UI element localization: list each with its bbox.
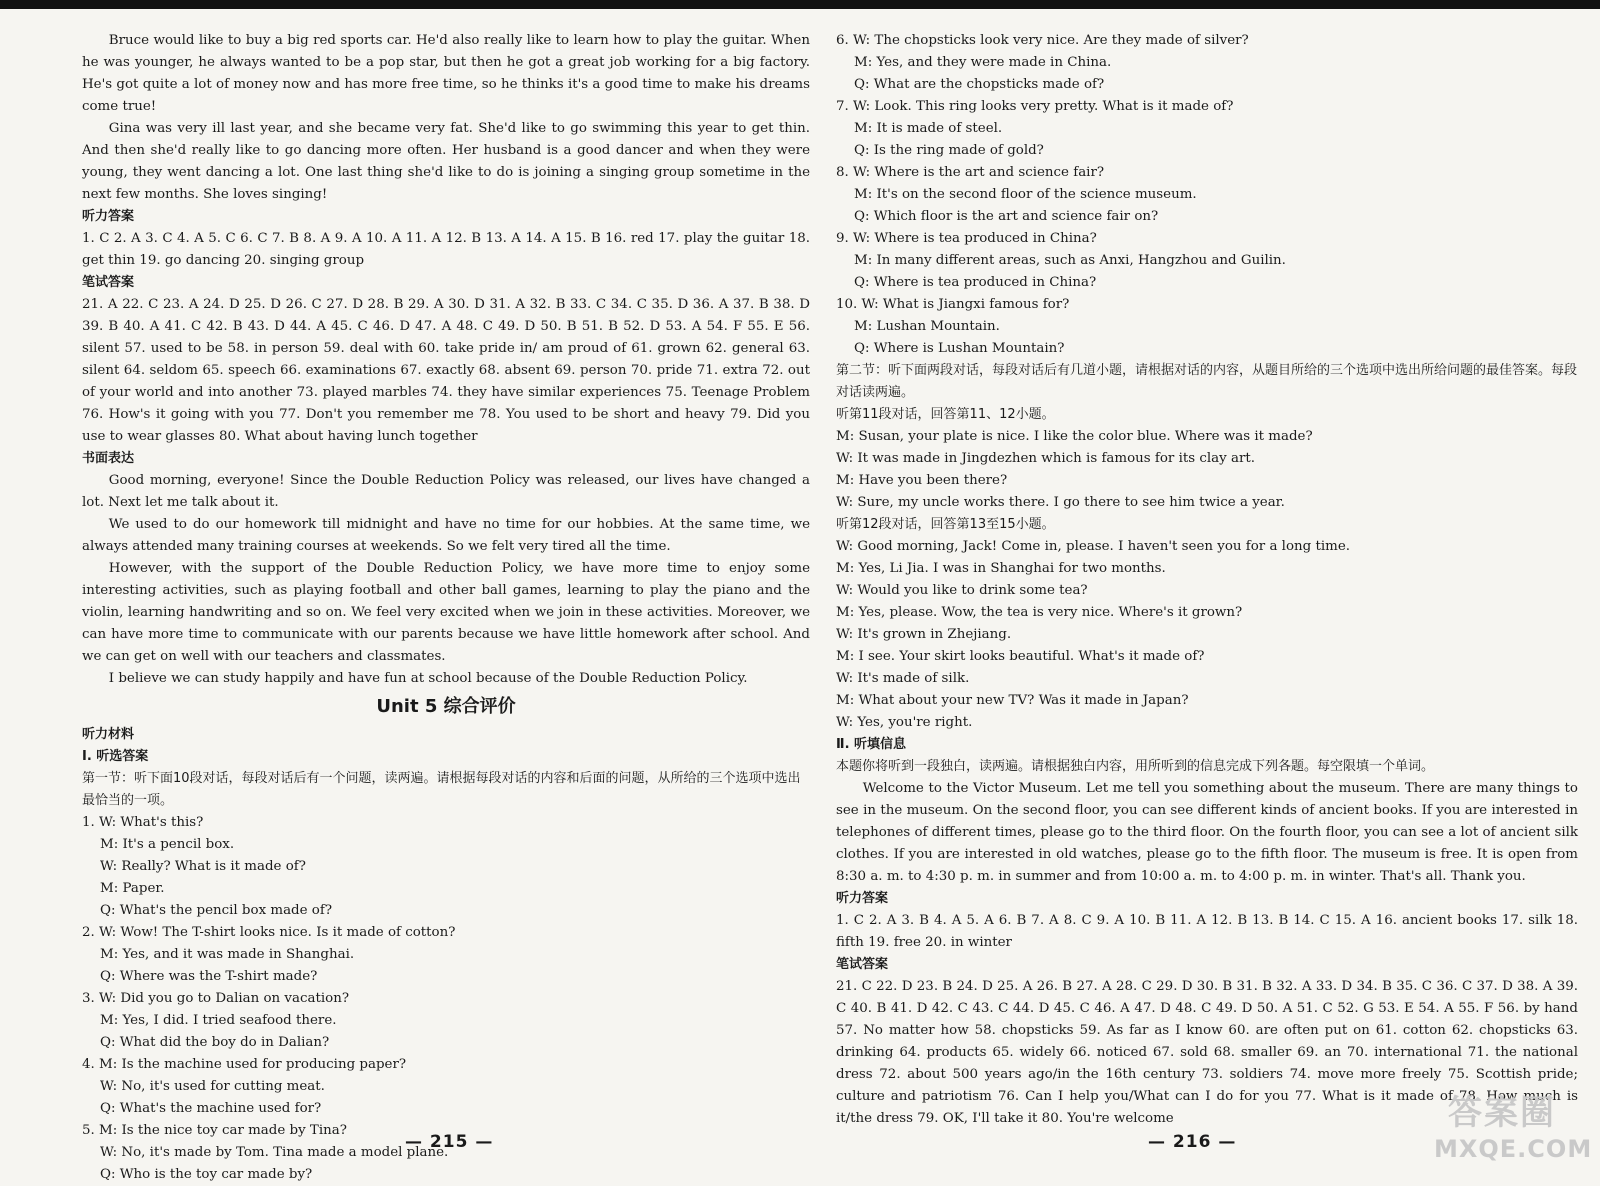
dialog-question: Q: Who is the toy car made by? (100, 1167, 313, 1182)
section1-heading: Ⅰ. 听选答案 (82, 749, 149, 764)
essay-paragraph: Good morning, everyone! Since the Double Reduction Policy was released, our lives have changed a lot. Next let me talk about it. (82, 473, 810, 510)
dialog-12 (836, 536, 1578, 734)
dialog-question: Q: Which floor is the art and science fair on? (854, 209, 1159, 224)
dialog-line: M: Yes, Li Jia. I was in Shanghai for two months. (836, 561, 1166, 576)
dialog-line: M: What about your new TV? Was it made in Japan? (836, 693, 1189, 708)
dialog-line: M: It is made of steel. (854, 121, 1003, 136)
listening-answers: 1. C 2. A 3. B 4. A 5. A 6. B 7. A 8. C 9. A 10. B 11. A 12. B 13. B 14. C 15. A 16. ancient books 17. silk 18. fifth 19. free 20. in winter (836, 913, 1578, 950)
dialog-line: M: Paper. (100, 881, 165, 896)
essay-paragraph: I believe we can study happily and have fun at school because of the Double Reduction Policy. (108, 671, 748, 686)
dialog-line: 2. W: Wow! The T-shirt looks nice. Is it made of cotton? (82, 925, 456, 940)
site-watermark (1420, 1085, 1593, 1175)
dialog-line: W: Yes, you're right. (836, 715, 973, 730)
watermark-logo-text: 答案圈 (1448, 1093, 1556, 1133)
listening-answers-heading: 听力答案 (82, 209, 135, 224)
dialog-6 (836, 30, 1578, 96)
dialog-12-heading: 听第12段对话，回答第13至15小题。 (836, 517, 1055, 532)
dialog-line: 3. W: Did you go to Dalian on vacation? (82, 991, 349, 1006)
dialog-line: W: It's grown in Zhejiang. (836, 627, 1012, 642)
dialog-question: Q: Where is tea produced in China? (854, 275, 1097, 290)
dialog-line: M: Susan, your plate is nice. I like the color blue. Where was it made? (836, 429, 1313, 444)
dialog-line: W: Really? What is it made of? (100, 859, 306, 874)
listening-answers-heading: 听力答案 (836, 891, 889, 906)
watermark-url: MXQE.COM (1434, 1135, 1593, 1163)
dialog-line: 6. W: The chopsticks look very nice. Are they made of silver? (836, 33, 1249, 48)
dialog-line: M: In many different areas, such as Anxi, Hangzhou and Guilin. (854, 253, 1286, 268)
dialog-4 (82, 1054, 810, 1120)
dialog-line: 5. M: Is the nice toy car made by Tina? (82, 1123, 347, 1138)
unit-title: Unit 5 综合评价 (376, 696, 516, 717)
dialog-10 (836, 294, 1578, 360)
dialog-line: M: I see. Your skirt looks beautiful. What's it made of? (836, 649, 1205, 664)
dialog-line: W: Would you like to drink some tea? (836, 583, 1088, 598)
dialog-5 (82, 1120, 810, 1186)
dialog-line: 8. W: Where is the art and science fair? (836, 165, 1105, 180)
section2-instructions: 第二节：听下面两段对话，每段对话后有几道小题，请根据对话的内容，从题目所给的三个选项中选出所给问题的最佳答案。每段对话读两遍。 (836, 363, 1578, 400)
dialog-line: W: Sure, my uncle works there. I go there to see him twice a year. (836, 495, 1285, 510)
dialog-line: M: Yes, and they were made in China. (854, 55, 1112, 70)
written-answers-heading: 笔试答案 (82, 275, 135, 290)
right-page (836, 30, 1578, 1130)
dialog-2 (82, 922, 810, 988)
dialog-line: 10. W: What is Jiangxi famous for? (836, 297, 1070, 312)
page-number-left: — 215 — (405, 1132, 494, 1152)
dialog-line: M: It's on the second floor of the science museum. (854, 187, 1197, 202)
section2-fill-instructions: 本题你将听到一段独白，读两遍。请根据独白内容，用所听到的信息完成下列各题。每空限填一个单词。 (836, 759, 1435, 774)
dialog-question: Q: Where was the T-shirt made? (100, 969, 318, 984)
dialog-line: M: Yes, please. Wow, the tea is very nice. Where's it grown? (836, 605, 1243, 620)
dialog-question: Q: Is the ring made of gold? (854, 143, 1044, 158)
listening-material-heading: 听力材料 (82, 727, 135, 742)
dialog-9 (836, 228, 1578, 294)
essay-paragraph: However, with the support of the Double Reduction Policy, we have more time to enjoy some interesting activities, such as playing football and other ball games, learning to play the piano and the violin, learning handwriting and so on. We feel very excited when we join in these activities. Moreover, we can have more time to communicate with our parents because we have little homework after school. And we can get on well with our teachers and classmates. (82, 561, 810, 664)
dialog-line: M: It's a pencil box. (100, 837, 235, 852)
dialog-11-heading: 听第11段对话，回答第11、12小题。 (836, 407, 1055, 422)
dialog-line: 4. M: Is the machine used for producing paper? (82, 1057, 407, 1072)
dialog-line: 7. W: Look. This ring looks very pretty. What is it made of? (836, 99, 1234, 114)
dialog-line: W: No, it's made by Tom. Tina made a model plane. (100, 1145, 449, 1160)
dialog-11 (836, 426, 1578, 514)
dialog-line: W: It was made in Jingdezhen which is famous for its clay art. (836, 451, 1255, 466)
page-number-right: — 216 — (1148, 1132, 1237, 1152)
dialog-line: 9. W: Where is tea produced in China? (836, 231, 1097, 246)
essay-paragraph: We used to do our homework till midnight and have no time for our hobbies. At the same time, we always attended many training courses at weekends. So we felt very tired all the time. (82, 517, 810, 554)
dialog-question: Q: What are the chopsticks made of? (854, 77, 1105, 92)
dialog-8 (836, 162, 1578, 228)
dialog-question: Q: What's the pencil box made of? (100, 903, 333, 918)
dialog-1 (82, 812, 810, 922)
dialog-line: 1. W: What's this? (82, 815, 204, 830)
section2-heading: Ⅱ. 听填信息 (836, 737, 907, 752)
dialog-question: Q: Where is Lushan Mountain? (854, 341, 1065, 356)
dialog-line: M: Have you been there? (836, 473, 1008, 488)
written-answers-heading: 笔试答案 (836, 957, 889, 972)
dialog-3 (82, 988, 810, 1054)
dialog-question: Q: What's the machine used for? (100, 1101, 322, 1116)
section1-instructions: 第一节：听下面10段对话，每段对话后有一个问题，读两遍。请根据每段对话的内容和后面的问题，从所给的三个选项中选出最恰当的一项。 (82, 771, 801, 808)
story-paragraph-gina: Gina was very ill last year, and she became very fat. She'd like to go swimming this year to get thin. And then she'd really like to go dancing more often. Her husband is a good dancer and when they were young, they went dancing a lot. One last thing she'd like to do is joining a singing group sometime in the next few months. She loves singing! (82, 121, 810, 202)
dialog-line: M: Lushan Mountain. (854, 319, 1000, 334)
written-answers: 21. A 22. C 23. A 24. D 25. D 26. C 27. D 28. B 29. A 30. D 31. A 32. B 33. C 34. C 35. D 36. A 37. B 38. D 39. B 40. A 41. C 42. B 43. D 44. A 45. C 46. D 47. A 48. C 49. D 50. B 51. B 52. D 53. A 54. F 55. E 56. silent 57. used to be 58. in person 59. deal with 60. take pride in/ am proud of 61. grown 62. general 63. silent 64. seldom 65. speech 66. examinations 67. exactly 68. absent 69. person 70. pride 71. extra 72. out of your world and into another 73. played marbles 74. they have similar experiences 75. Teenage Problem 76. How's it going with you 77. Don't you remember me 78. You used to be short and heavy 79. Did you use to wear glasses 80. What about having lunch together (82, 297, 810, 444)
dialog-question: Q: What did the boy do in Dalian? (100, 1035, 330, 1050)
written-answers: 21. C 22. D 23. B 24. D 25. A 26. B 27. A 28. C 29. D 30. B 31. B 32. A 33. D 34. B 35. C 36. C 37. D 38. A 39. C 40. B 41. D 42. C 43. C 44. D 45. C 46. A 47. D 48. C 49. D 50. A 51. C 52. G 53. E 54. A 55. F 56. by hand 57. No matter how 58. chopsticks 59. As far as I know 60. are often put on 61. cotton 62. chopsticks 63. drinking 64. products 65. widely 66. noticed 67. sold 68. smaller 69. an 70. international 71. the national dress 72. about 500 years ago/in the 16th century 73. soldiers 74. move more freely 75. Scottish pride; culture and patriotism 76. Can I help you/What can I do for you 77. What is it made of 78. How much is it/the dress 79. OK, I'll take it 80. You're welcome (836, 979, 1578, 1126)
dialog-line: W: It's made of silk. (836, 671, 970, 686)
dialog-line: W: No, it's used for cutting meat. (100, 1079, 325, 1094)
dialog-line: W: Good morning, Jack! Come in, please. I haven't seen you for a long time. (836, 539, 1351, 554)
dialog-line: M: Yes, and it was made in Shanghai. (100, 947, 355, 962)
listening-answers: 1. C 2. A 3. C 4. A 5. C 6. C 7. B 8. A 9. A 10. A 11. A 12. B 13. A 14. A 15. B 16. red 17. play the guitar 18. get thin 19. go dancing 20. singing group (82, 231, 810, 268)
left-page (82, 30, 810, 1186)
essay-heading: 书面表达 (82, 451, 135, 466)
dialog-7 (836, 96, 1578, 162)
museum-monologue: Welcome to the Victor Museum. Let me tell you something about the museum. There are many things to see in the museum. On the second floor, you can see different kinds of ancient books. If you are interested in telephones of different times, please go to the third floor. On the fourth floor, you can see a lot of ancient silk clothes. If you are interested in old watches, please go to the fifth floor. The museum is free. It is open from 8:30 a. m. to 4:30 p. m. in summer and from 10:00 a. m. to 4:00 p. m. in winter. That's all. Thank you. (836, 781, 1578, 884)
story-paragraph-bruce: Bruce would like to buy a big red sports car. He'd also really like to learn how to play the guitar. When he was younger, he always wanted to be a pop star, but then he got a great job working for a big factory. He's got quite a lot of money now and has more free time, so he thinks it's a good time to make his dreams come true! (82, 33, 810, 114)
scan-top-edge (0, 0, 1600, 9)
dialog-line: M: Yes, I did. I tried seafood there. (100, 1013, 337, 1028)
